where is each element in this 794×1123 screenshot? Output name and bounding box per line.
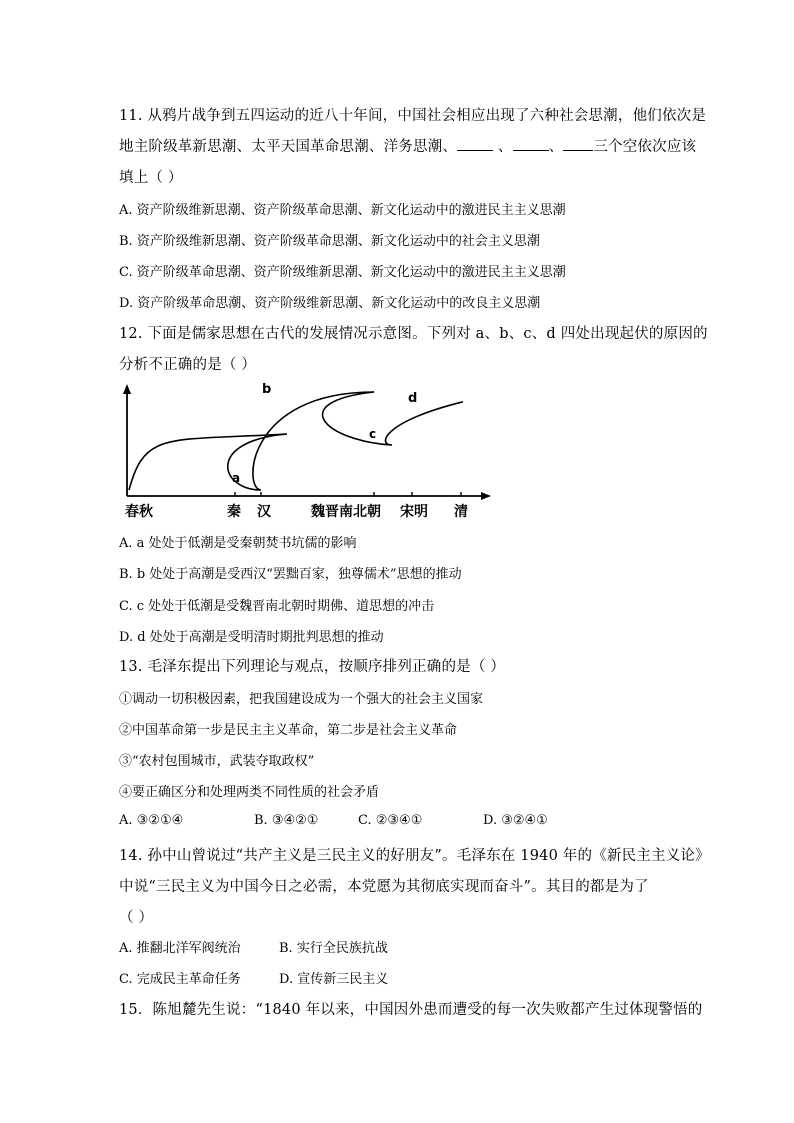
blank-2 [513, 138, 549, 151]
q11-stem-line1: 11. 从鸦片战争到五四运动的近八十年间，中国社会相应出现了六种社会思潮，他们依次是 [119, 108, 707, 124]
q11-option-c: C. 资产阶级革命思潮、资产阶级维新思潮、新文化运动中的激进民主主义思潮 [119, 265, 566, 280]
blank-separator: 、 [493, 139, 513, 155]
annotation-a: a [232, 471, 241, 485]
q11-option-d: D. 资产阶级革命思潮、资产阶级维新思潮、新文化运动中的改良主义思潮 [119, 296, 541, 311]
q12-option-b: B. b 处处于高潮是受西汉“罢黜百家，独尊儒术”思想的推动 [119, 567, 462, 582]
annotation-c: c [369, 427, 377, 441]
annotation-b: b [262, 382, 272, 397]
x-tick-label: 魏晋南北朝 [311, 504, 381, 520]
q13-item-2: ②中国革命第一步是民主主义革命，第二步是社会主义革命 [119, 723, 458, 738]
blank-separator: 、 [548, 139, 564, 155]
q11-stem-text: 地主阶级革新思潮、太平天国革命思潮、洋务思潮、 [119, 139, 458, 155]
confucianism-development-chart [115, 378, 495, 524]
blank-3 [563, 138, 593, 151]
x-tick-label: 汉 [257, 504, 271, 520]
q14-option-a: A. 推翻北洋军阀统治 [119, 941, 241, 956]
y-axis-arrow-icon [123, 384, 131, 394]
x-axis-arrow-icon [481, 492, 491, 500]
q13-item-4: ④要正确区分和处理两类不同性质的社会矛盾 [119, 785, 380, 800]
x-tick-label: 宋明 [400, 504, 428, 520]
x-tick-labels [125, 503, 468, 520]
q11-stem-line2 [119, 135, 696, 156]
q11-stem-text: 三个空依次应该 [593, 139, 697, 155]
q13-stem: 13. 毛泽东提出下列理论与观点，按顺序排列正确的是（ ） [119, 659, 506, 675]
q14-option-c: C. 完成民主革命任务 [119, 972, 241, 987]
q13-option-a: A. ③②①④ [119, 813, 184, 828]
q11-stem-line3: 填上（ ） [119, 170, 183, 186]
q13-option-d: D. ③②④① [483, 813, 548, 828]
q13-option-c: C. ②③④① [358, 813, 423, 828]
q14-option-d: D. 宣传新三民主义 [279, 972, 389, 987]
q13-item-3: ③“农村包围城市，武装夺取政权” [119, 754, 315, 769]
trend-line [129, 392, 463, 490]
annotation-d: d [408, 391, 418, 406]
q12-stem-line2: 分析不正确的是（ ） [119, 357, 257, 373]
x-tick-label: 秦 [227, 504, 241, 520]
x-tick-label: 清 [454, 504, 468, 520]
q15-stem-line1: 15．陈旭麓先生说：“1840 年以来，中国因外患而遭受的每一次失败都产生过体现警悟的 [119, 1002, 703, 1018]
q12-option-c: C. c 处处于低潮是受魏晋南北朝时期佛、道思想的冲击 [119, 599, 435, 614]
x-tick-label: 春秋 [125, 504, 153, 520]
q11-option-b: B. 资产阶级维新思潮、资产阶级革命思潮、新文化运动中的社会主义思潮 [119, 234, 540, 249]
q12-option-d: D. d 处处于高潮是受明清时期批判思想的推动 [119, 630, 384, 645]
blank-1 [457, 138, 493, 151]
q14-option-b: B. 实行全民族抗战 [279, 941, 388, 956]
q11-option-a: A. 资产阶级维新思潮、资产阶级革命思潮、新文化运动中的激进民主主义思潮 [119, 203, 566, 218]
q12-stem-line1: 12. 下面是儒家思想在古代的发展情况示意图。下列对 a、b、c、d 四处出现起伏的原因的 [119, 326, 708, 342]
q14-stem-line2: 中说“三民主义为中国今日之必需，本党愿为其彻底实现而奋斗”。其目的都是为了 [119, 879, 649, 895]
q12-option-a: A. a 处处于低潮是受秦朝焚书坑儒的影响 [119, 536, 357, 551]
q14-stem-line1: 14. 孙中山曾说过“共产主义是三民主义的好朋友”。毛泽东在 1940 年的《新民主主义论》 [119, 848, 710, 864]
q14-stem-line3: （ ） [119, 910, 154, 926]
q13-item-1: ①调动一切积极因素，把我国建设成为一个强大的社会主义国家 [119, 692, 484, 707]
q13-option-b: B. ③④②① [254, 813, 319, 828]
